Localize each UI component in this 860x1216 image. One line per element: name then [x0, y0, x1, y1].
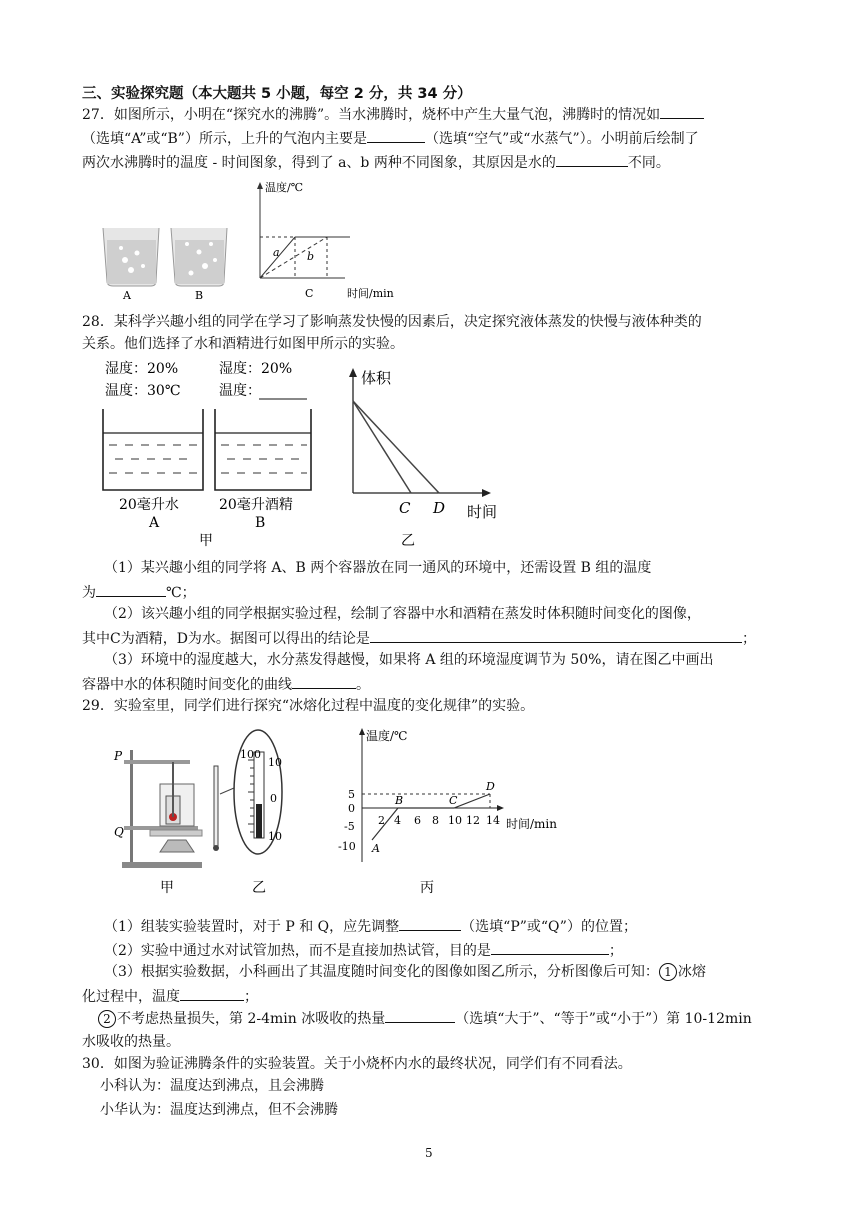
container-a [103, 360, 213, 549]
q28-s3-line2: 容器中水的体积随时间变化的曲线 。 [82, 674, 370, 695]
svg-text:100: 100 [240, 748, 261, 761]
circled-one-icon: 1 [659, 963, 677, 981]
svg-text:10: 10 [268, 830, 282, 843]
svg-text:Q: Q [114, 825, 124, 839]
q29-figure [108, 722, 568, 902]
svg-text:温度：30℃: 温度：30℃ [105, 383, 181, 399]
svg-text:8: 8 [432, 814, 439, 827]
q27-line2: （选填“A”或“B”）所示，上升的气泡内主要是 （选填“空气”或“水蒸气”）。小明前后绘制了 [82, 128, 699, 149]
apparatus-jia [113, 749, 202, 896]
q29-s2: （2）实验中通过水对试管加热，而不是直接加热试管，目的是 ； [104, 940, 623, 961]
circled-two-icon: 2 [98, 1010, 116, 1028]
svg-text:时间/min: 时间/min [506, 817, 557, 831]
beaker-a [103, 228, 159, 302]
svg-text:2: 2 [378, 814, 385, 827]
thermometer-yi [213, 730, 282, 896]
svg-text:C: C [305, 287, 314, 300]
svg-text:6: 6 [414, 814, 421, 827]
svg-text:10: 10 [448, 814, 462, 827]
svg-text:20毫升水: 20毫升水 [119, 497, 179, 513]
svg-text:14: 14 [486, 814, 500, 827]
svg-text:-5: -5 [344, 820, 355, 833]
q30-line3: 小华认为：温度达到沸点，但不会沸腾 [100, 1102, 338, 1118]
svg-text:C: C [449, 794, 458, 807]
q28-s3-line1: （3）环境中的湿度越大，水分蒸发得越慢，如果将 A 组的环境湿度调节为 50%，请在图乙中画出 [104, 652, 714, 668]
svg-text:湿度：20%: 湿度：20% [219, 361, 293, 377]
svg-text:20毫升酒精: 20毫升酒精 [219, 497, 293, 513]
beaker-b [171, 228, 227, 302]
svg-text:10: 10 [268, 756, 282, 769]
svg-text:P: P [114, 749, 123, 763]
svg-text:0: 0 [348, 802, 355, 815]
svg-text:B: B [255, 515, 266, 531]
svg-text:D: D [433, 499, 446, 517]
svg-text:时间/min: 时间/min [347, 287, 394, 300]
q28-s2-line1: （2）该兴趣小组的同学根据实验过程，绘制了容器中水和酒精在蒸发时体积随时间变化的图像， [104, 606, 701, 622]
q27-line3: 两次水沸腾时的温度 - 时间图象，得到了 a、b 两种不同图象，其原因是水的 不同。 [82, 152, 670, 173]
q29-s4-line1: 2 不考虑热量损失，第 2-4min 冰吸收的热量 （选填“大于”、“等于”或“小于”）第 10-12min [98, 1008, 752, 1029]
q30-line1: 30．如图为验证沸腾条件的实验装置。关于小烧杯内水的最终状况，同学们有不同看法。 [82, 1056, 632, 1072]
q28-line2: 关系。他们选择了水和酒精进行如图甲所示的实验。 [82, 336, 404, 352]
container-b [215, 360, 311, 531]
svg-text:温度/℃: 温度/℃ [366, 729, 408, 743]
q28-s2-line2: 其中C为酒精，D为水。据图可以得出的结论是 ； [82, 628, 756, 649]
svg-text:乙: 乙 [401, 533, 415, 549]
svg-text:温度/℃: 温度/℃ [265, 181, 304, 194]
svg-text:A: A [149, 515, 160, 531]
svg-text:时间: 时间 [467, 503, 498, 521]
svg-text:乙: 乙 [252, 880, 266, 896]
svg-text:甲: 甲 [199, 533, 213, 549]
svg-text:a: a [273, 246, 280, 259]
svg-text:D: D [486, 780, 495, 793]
svg-text:B: B [194, 289, 204, 302]
q27-figure [95, 178, 425, 303]
q29-s3-line1: （3）根据实验数据，小科画出了其温度随时间变化的图像如图乙所示，分析图像后可知： 1 冰熔 [104, 964, 706, 980]
q28-line1: 28．某科学兴趣小组的同学在学习了影响蒸发快慢的因素后，决定探究液体蒸发的快慢与液体种类的 [82, 314, 702, 330]
q30-line2: 小科认为：温度达到沸点，且会沸腾 [100, 1078, 324, 1094]
svg-text:湿度：20%: 湿度：20% [105, 361, 179, 377]
svg-text:甲: 甲 [160, 880, 174, 896]
q29-s4-line2: 水吸收的热量。 [82, 1034, 180, 1050]
svg-text:4: 4 [394, 814, 401, 827]
svg-text:A: A [372, 842, 380, 855]
q29-s3-line2: 化过程中，温度 ； [82, 986, 258, 1007]
svg-text:丙: 丙 [420, 880, 434, 896]
svg-text:A: A [123, 289, 131, 302]
q28-s1-line2: 为 ℃； [82, 582, 196, 603]
svg-text:-10: -10 [338, 840, 356, 853]
page-number: 5 [425, 1146, 433, 1160]
svg-text:12: 12 [466, 814, 480, 827]
q29-line1: 29．实验室里，同学们进行探究“冰熔化过程中温度的变化规律”的实验。 [82, 698, 535, 714]
q28-s1-line1: （1）某兴趣小组的同学将 A、B 两个容器放在同一通风的环境中，还需设置 B 组的温度 [104, 560, 652, 576]
svg-text:温度：: 温度： [219, 383, 261, 399]
svg-text:C: C [399, 499, 411, 517]
svg-text:体积: 体积 [361, 369, 392, 387]
svg-text:0: 0 [270, 792, 277, 805]
svg-text:5: 5 [348, 788, 355, 801]
volume-graph [349, 368, 497, 549]
q27-line1: 27．如图所示，小明在“探究水的沸腾”。当水沸腾时，烧杯中产生大量气泡，沸腾时的情况如 [82, 104, 704, 125]
melting-graph [338, 728, 557, 896]
q27-graph [257, 180, 394, 300]
q29-s1: （1）组装实验装置时，对于 P 和 Q，应先调整 （选填“P”或“Q”）的位置； [104, 916, 637, 937]
svg-text:B: B [395, 794, 404, 807]
section-title: 三、实验探究题（本大题共 5 小题，每空 2 分，共 34 分） [82, 86, 472, 102]
q28-figure [95, 355, 515, 555]
svg-text:b: b [307, 250, 315, 263]
